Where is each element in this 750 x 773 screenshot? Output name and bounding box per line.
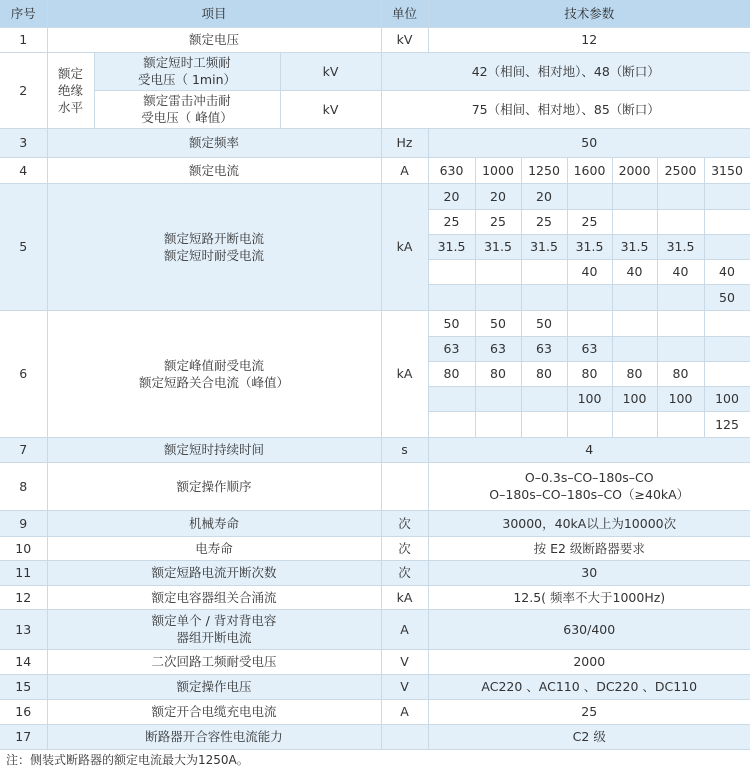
grid-cell: 80	[428, 361, 475, 386]
grid-cell	[521, 284, 567, 310]
row-no: 17	[0, 724, 47, 749]
group-line: 绝缘	[57, 82, 83, 98]
row-item: 额定开合电缆充电电流	[47, 699, 381, 724]
grid-cell: 40	[612, 259, 657, 284]
row-unit	[381, 724, 428, 749]
row-unit: 次	[381, 560, 428, 585]
row-no: 2	[0, 52, 47, 128]
grid-cell	[521, 259, 567, 284]
row-item	[47, 310, 381, 437]
current-cell: 1600	[567, 157, 612, 183]
row-unit: Hz	[381, 128, 428, 157]
grid-cell: 40	[567, 259, 612, 284]
row-unit: kV	[381, 27, 428, 52]
grid-cell: 31.5	[567, 234, 612, 259]
grid-cell: 31.5	[475, 234, 521, 259]
grid-cell	[612, 411, 657, 437]
grid-cell: 25	[521, 209, 567, 234]
grid-cell	[612, 209, 657, 234]
grid-cell: 80	[567, 361, 612, 386]
table-row	[0, 536, 750, 560]
table-row	[0, 674, 750, 699]
row-unit: kV	[280, 52, 381, 90]
insulation-group	[47, 52, 94, 128]
row-no: 4	[0, 157, 47, 183]
table-row	[0, 27, 750, 52]
current-cell: 630	[428, 157, 475, 183]
row-value: 50	[428, 128, 750, 157]
row-no: 8	[0, 462, 47, 510]
row-no: 13	[0, 609, 47, 649]
grid-cell: 100	[704, 386, 750, 411]
row-value: 30	[428, 560, 750, 585]
row-item: 额定操作电压	[47, 674, 381, 699]
row-no: 1	[0, 27, 47, 52]
grid-cell	[428, 284, 475, 310]
row-value: 30000，40kA以上为10000次	[428, 510, 750, 536]
row-item: 机械寿命	[47, 510, 381, 536]
row-value: 12.5( 频率不大于1000Hz)	[428, 585, 750, 609]
item-line: 受电压（ 1min）	[138, 72, 236, 87]
row-no: 7	[0, 437, 47, 462]
grid-cell: 50	[475, 310, 521, 336]
row-value: C2 级	[428, 724, 750, 749]
grid-cell	[475, 259, 521, 284]
current-cell: 1000	[475, 157, 521, 183]
row-unit: kA	[381, 183, 428, 310]
row-item	[94, 90, 280, 128]
grid-cell	[428, 386, 475, 411]
grid-cell	[657, 183, 704, 209]
grid-cell: 50	[521, 310, 567, 336]
row-item: 额定电压	[47, 27, 381, 52]
grid-cell: 20	[521, 183, 567, 209]
row-unit: V	[381, 649, 428, 674]
item-line: 额定雷击冲击耐	[143, 93, 231, 108]
header-params: 技术参数	[428, 0, 750, 27]
grid-cell	[612, 284, 657, 310]
group-line: 水平	[57, 99, 83, 115]
grid-cell: 50	[428, 310, 475, 336]
group-line: 额定	[57, 65, 83, 81]
row-value: 按 E2 级断路器要求	[428, 536, 750, 560]
table-row	[0, 90, 750, 128]
grid-cell: 20	[428, 183, 475, 209]
grid-cell	[657, 310, 704, 336]
grid-cell: 125	[704, 411, 750, 437]
grid-cell	[612, 336, 657, 361]
row-no: 12	[0, 585, 47, 609]
grid-cell: 25	[428, 209, 475, 234]
row-value: 2000	[428, 649, 750, 674]
grid-cell	[428, 259, 475, 284]
row-item: 电寿命	[47, 536, 381, 560]
row-item: 额定短时持续时间	[47, 437, 381, 462]
table-row	[0, 510, 750, 536]
note-row	[0, 749, 750, 772]
grid-cell	[428, 411, 475, 437]
table-row	[0, 649, 750, 674]
row-value: 4	[428, 437, 750, 462]
value-line: O–0.3s–CO–180s–CO	[524, 470, 654, 485]
item-line: 额定峰值耐受电流	[163, 357, 264, 373]
grid-cell	[657, 411, 704, 437]
row-unit	[381, 462, 428, 510]
grid-cell: 40	[657, 259, 704, 284]
row-no: 3	[0, 128, 47, 157]
item-line: 额定单个 / 背对背电容	[151, 613, 277, 628]
table-row	[0, 157, 750, 183]
grid-cell	[567, 183, 612, 209]
grid-cell	[567, 411, 612, 437]
table-row	[0, 462, 750, 510]
row-item: 额定电流	[47, 157, 381, 183]
table-row	[0, 52, 750, 90]
row-no: 11	[0, 560, 47, 585]
table-row	[0, 585, 750, 609]
row-item: 断路器开合容性电流能力	[47, 724, 381, 749]
grid-cell	[475, 284, 521, 310]
header-unit: 单位	[381, 0, 428, 27]
row-value: 12	[428, 27, 750, 52]
row-unit: s	[381, 437, 428, 462]
row-no: 9	[0, 510, 47, 536]
row-unit: V	[381, 674, 428, 699]
grid-cell	[704, 234, 750, 259]
table-row	[0, 560, 750, 585]
row-item: 二次回路工频耐受电压	[47, 649, 381, 674]
grid-cell: 31.5	[428, 234, 475, 259]
grid-cell	[612, 310, 657, 336]
grid-cell: 25	[475, 209, 521, 234]
item-line: 受电压（ 峰值）	[141, 110, 233, 125]
item-line: 额定短路关合电流（峰值）	[138, 374, 289, 390]
row-unit: A	[381, 609, 428, 649]
grid-cell: 80	[521, 361, 567, 386]
grid-cell	[567, 284, 612, 310]
grid-cell: 63	[567, 336, 612, 361]
grid-cell: 63	[475, 336, 521, 361]
item-line: 器组开断电流	[176, 630, 252, 645]
grid-cell: 20	[475, 183, 521, 209]
grid-cell: 63	[428, 336, 475, 361]
grid-cell	[704, 336, 750, 361]
row-value: 25	[428, 699, 750, 724]
row-unit: 次	[381, 536, 428, 560]
row-value: AC220 、AC110 、DC220 、DC110	[428, 674, 750, 699]
row-no: 15	[0, 674, 47, 699]
row-no: 14	[0, 649, 47, 674]
row-no: 5	[0, 183, 47, 310]
grid-cell: 31.5	[657, 234, 704, 259]
grid-cell	[521, 411, 567, 437]
grid-cell: 80	[475, 361, 521, 386]
row-item: 额定操作顺序	[47, 462, 381, 510]
row-unit: kA	[381, 310, 428, 437]
grid-cell: 40	[704, 259, 750, 284]
table-row	[0, 183, 750, 209]
table-row	[0, 699, 750, 724]
row-item	[47, 183, 381, 310]
current-cell: 3150	[704, 157, 750, 183]
table-row	[0, 128, 750, 157]
grid-cell: 100	[657, 386, 704, 411]
grid-cell	[704, 209, 750, 234]
footnote: 注：侧装式断路器的额定电流最大为1250A。	[6, 753, 249, 768]
table-row	[0, 609, 750, 649]
grid-cell: 25	[567, 209, 612, 234]
grid-cell: 63	[521, 336, 567, 361]
current-cell: 2000	[612, 157, 657, 183]
grid-cell	[567, 310, 612, 336]
row-unit: kV	[280, 90, 381, 128]
row-no: 16	[0, 699, 47, 724]
row-value: 42（相间、相对地）、48（断口）	[381, 52, 750, 90]
current-cell: 1250	[521, 157, 567, 183]
row-no: 10	[0, 536, 47, 560]
grid-cell: 100	[612, 386, 657, 411]
row-unit: 次	[381, 510, 428, 536]
row-no: 6	[0, 310, 47, 437]
grid-cell: 100	[567, 386, 612, 411]
grid-cell	[521, 386, 567, 411]
row-item: 额定频率	[47, 128, 381, 157]
grid-cell	[657, 284, 704, 310]
grid-cell: 50	[704, 284, 750, 310]
row-unit: kA	[381, 585, 428, 609]
grid-cell	[657, 209, 704, 234]
table-row	[0, 310, 750, 336]
header-no: 序号	[0, 0, 47, 27]
item-line: 额定短路开断电流	[163, 230, 264, 246]
table-row	[0, 724, 750, 749]
row-item: 额定短路电流开断次数	[47, 560, 381, 585]
grid-cell	[657, 336, 704, 361]
grid-cell	[475, 386, 521, 411]
grid-cell	[612, 183, 657, 209]
grid-cell	[704, 310, 750, 336]
grid-cell	[704, 361, 750, 386]
table-header	[0, 0, 750, 27]
header-item: 项目	[47, 0, 381, 27]
grid-cell: 80	[657, 361, 704, 386]
grid-cell: 31.5	[612, 234, 657, 259]
grid-cell: 80	[612, 361, 657, 386]
table-row	[0, 437, 750, 462]
current-cell: 2500	[657, 157, 704, 183]
row-value: 630/400	[428, 609, 750, 649]
item-line: 额定短时工频耐	[143, 55, 231, 70]
item-line: 额定短时耐受电流	[163, 247, 264, 263]
row-item: 额定电容器组关合涌流	[47, 585, 381, 609]
row-value	[428, 462, 750, 510]
row-item	[47, 609, 381, 649]
row-unit: A	[381, 699, 428, 724]
grid-cell	[475, 411, 521, 437]
grid-cell	[704, 183, 750, 209]
grid-cell: 31.5	[521, 234, 567, 259]
value-line: O–180s–CO–180s–CO（≥40kA）	[489, 487, 690, 502]
row-unit: A	[381, 157, 428, 183]
row-value: 75（相间、相对地）、85（断口）	[381, 90, 750, 128]
row-item	[94, 52, 280, 90]
